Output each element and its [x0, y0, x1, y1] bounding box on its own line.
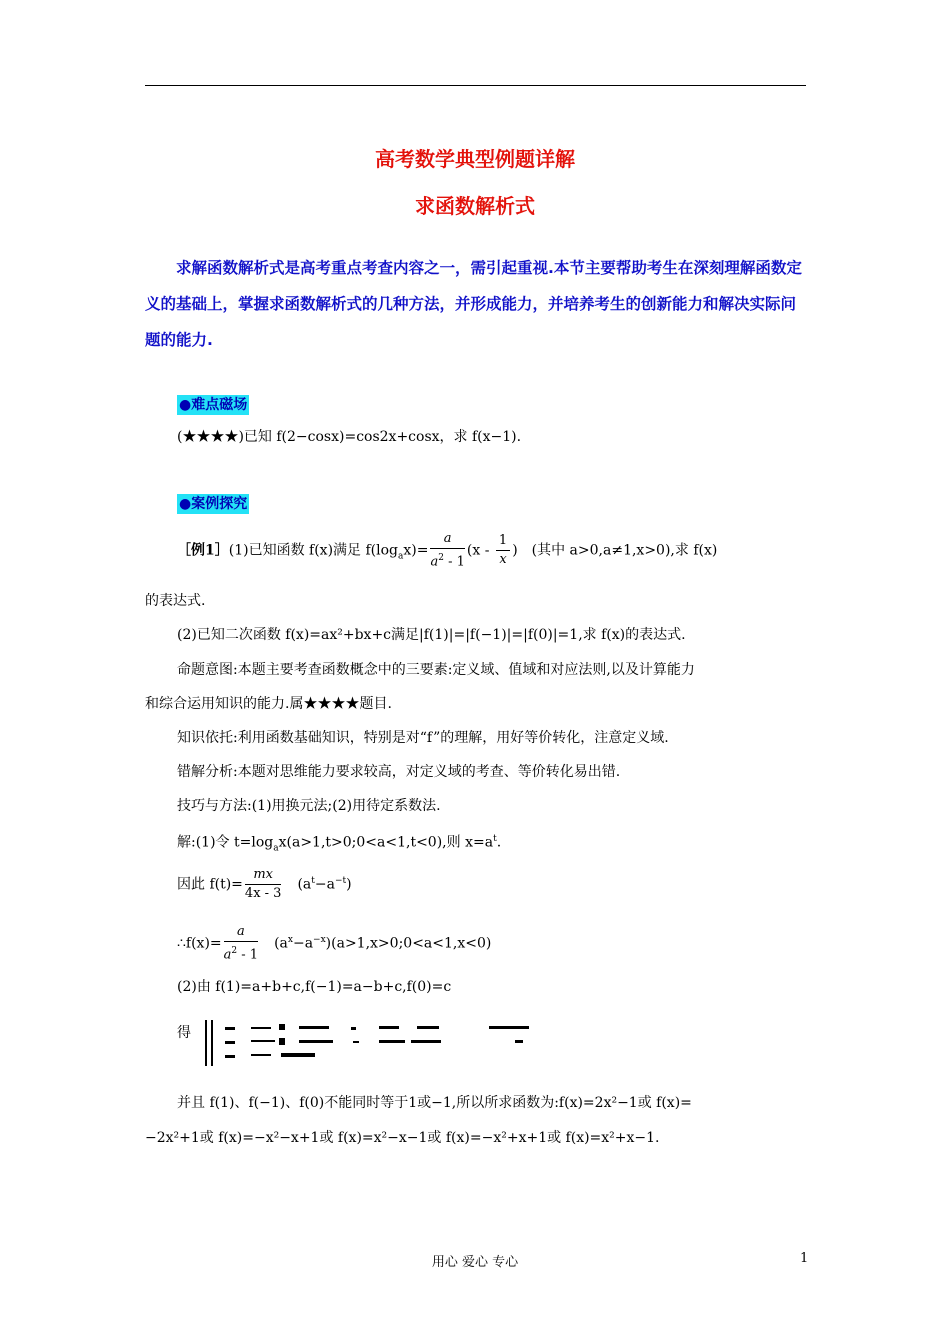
- system-brace: [205, 1020, 207, 1066]
- knowledge-basis: 知识依托:利用函数基础知识，特别是对“f”的理解，用好等价转化，注意定义域.: [177, 730, 669, 746]
- footer-motto: 用心 爱心 专心: [431, 1255, 519, 1270]
- final-answer-line1: 并且 f(1)、f(−1)、f(0)不能同时等于1或−1,所以所求函数为:f(x)=2x²−1或 f(x)=: [177, 1095, 692, 1111]
- equation-system-image: [203, 1018, 643, 1068]
- solution-result1: ∴f(x)= $\frac{a}{a^2 - 1}$ $(a^x-a^{-x})(a>1,x>0;0<a<1,x<0)$: [177, 923, 492, 963]
- system-glyph-scribbles: [225, 1024, 529, 1058]
- section-heading-difficulty: ●难点磁场: [179, 397, 248, 413]
- example1-line: [177, 530, 717, 575]
- page-number: 1: [800, 1251, 809, 1266]
- main-title: 高考数学典型例题详解: [375, 147, 575, 171]
- ex1-text-c: (x -: [466, 542, 494, 559]
- ex1-text-b: x)=: [403, 542, 429, 559]
- intent-line2: 和综合运用知识的能力.属★★★★题目.: [145, 696, 392, 712]
- solution-therefore: 因此 f(t)= $\frac{mx}{4x - 3}$ $(a^t-a^{-t})$: [177, 867, 352, 902]
- ex1-text-d: ) (其中 a>0,a≠1,x>0),求 f(x): [512, 542, 718, 559]
- solution-step1: 解:(1)令 $t=\log_ax(a>1,t>0;0<a<1,t<0)$,则 $x=a^t$.: [177, 834, 502, 854]
- fraction-a-over-a2-result: $\frac{a}{a^2 - 1}$: [223, 923, 259, 963]
- example-tag: ［例1］: [177, 542, 229, 559]
- log-subscript: a: [398, 551, 404, 562]
- example1-part2: (2)已知二次函数 f(x)=ax²+bx+c满足|f(1)|=|f(−1)|=|f(0)|=1,求 f(x)的表达式.: [177, 627, 686, 643]
- system-brace-inner: [211, 1020, 213, 1066]
- warmup-problem: (★★★★)已知 f(2−cosx)=cos2x+cosx，求 f(x−1).: [177, 429, 522, 445]
- skills-methods: 技巧与方法:(1)用换元法;(2)用待定系数法.: [177, 798, 441, 814]
- fraction-mx-over-4x3: $\frac{mx}{4x - 3}$: [244, 867, 282, 902]
- error-analysis: 错解分析:本题对思维能力要求较高，对定义域的考查、等价转化易出错.: [177, 764, 621, 780]
- solution-step2: (2)由 f(1)=a+b+c,f(−1)=a−b+c,f(0)=c: [177, 979, 452, 995]
- final-answer-line2: −2x²+1或 f(x)=−x²−x+1或 f(x)=x²−x−1或 f(x)=−x²+x+1或 f(x)=x²+x−1.: [145, 1130, 660, 1146]
- intro-paragraph: 求解函数解析式是高考重点考查内容之一，需引起重视.本节主要帮助考生在深刻理解函数定义的基础上，掌握求函数解析式的几种方法，并形成能力，并培养考生的创新能力和解决实际问题的能力.: [145, 259, 802, 349]
- fraction-1-over-x: $\frac{1}{x}$: [496, 532, 510, 569]
- section-heading-cases: ●案例探究: [179, 496, 248, 512]
- de-label: 得: [177, 1025, 191, 1041]
- example1-continued: 的表达式.: [145, 593, 206, 609]
- sub-title: 求函数解析式: [415, 194, 535, 218]
- ex1-text-a: (1)已知函数 f(x)满足 f(log: [228, 542, 398, 559]
- header-rule: [145, 85, 806, 86]
- intent-line1: 命题意图:本题主要考查函数概念中的三要素:定义域、值域和对应法则,以及计算能力: [177, 662, 695, 678]
- fraction-a-over-a2: $\frac{a}{a^2 - 1}$: [430, 531, 465, 570]
